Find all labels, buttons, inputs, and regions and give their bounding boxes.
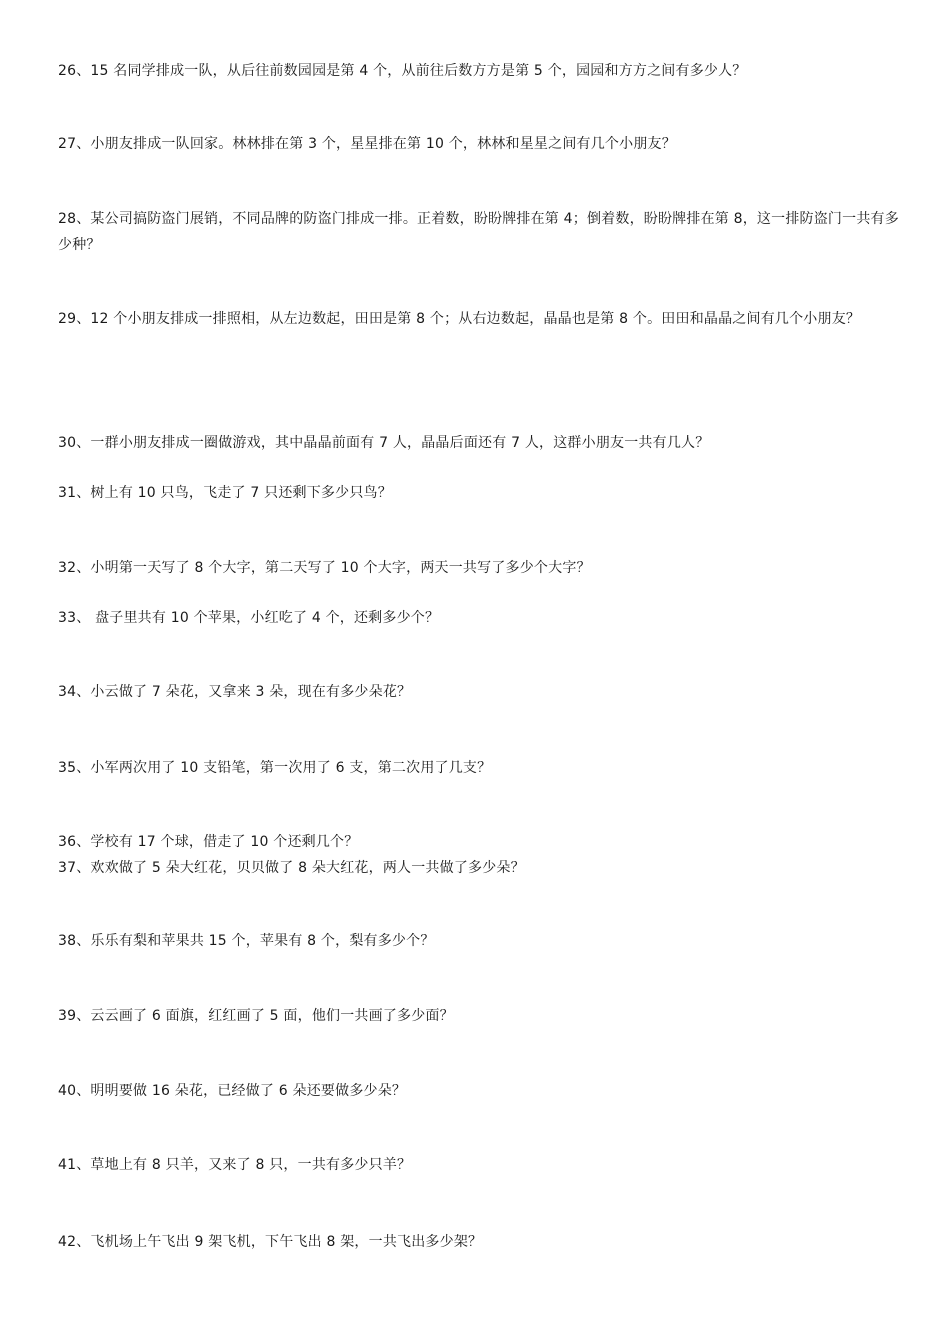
question-33: 33、 盘子里共有 10 个苹果，小红吃了 4 个，还剩多少个？ <box>58 610 440 626</box>
question-38: 38、乐乐有梨和苹果共 15 个，苹果有 8 个，梨有多少个？ <box>58 933 435 949</box>
question-27: 27、小朋友排成一队回家。林林排在第 3 个，星星排在第 10 个，林林和星星之间有几个小朋友？ <box>58 136 676 152</box>
question-41: 41、草地上有 8 只羊，又来了 8 只，一共有多少只羊？ <box>58 1157 412 1173</box>
question-28: 28、某公司搞防盗门展销，不同品牌的防盗门排成一排。正着数，盼盼牌排在第 4；倒着数，盼盼牌排在第 8，这一排防盗门一共有多少种？ <box>58 211 899 253</box>
question-29: 29、12 个小朋友排成一排照相，从左边数起，田田是第 8 个；从右边数起，晶晶也是第 8 个。田田和晶晶之间有几个小朋友？ <box>58 311 861 327</box>
question-40: 40、明明要做 16 朵花，已经做了 6 朵还要做多少朵？ <box>58 1083 407 1099</box>
question-36: 36、学校有 17 个球，借走了 10 个还剩几个？ <box>58 834 359 850</box>
question-35: 35、小军两次用了 10 支铅笔，第一次用了 6 支，第二次用了几支？ <box>58 760 492 776</box>
question-32: 32、小明第一天写了 8 个大字，第二天写了 10 个大字，两天一共写了多少个大字？ <box>58 560 591 576</box>
question-31: 31、树上有 10 只鸟，飞走了 7 只还剩下多少只鸟？ <box>58 485 392 501</box>
question-30: 30、一群小朋友排成一圈做游戏，其中晶晶前面有 7 人，晶晶后面还有 7 人，这群小朋友一共有几人？ <box>58 435 710 451</box>
question-37: 37、欢欢做了 5 朵大红花，贝贝做了 8 朵大红花，两人一共做了多少朵？ <box>58 860 525 876</box>
question-39: 39、云云画了 6 面旗，红红画了 5 面，他们一共画了多少面？ <box>58 1008 454 1024</box>
question-34: 34、小云做了 7 朵花，又拿来 3 朵，现在有多少朵花？ <box>58 684 412 700</box>
question-42: 42、飞机场上午飞出 9 架飞机，下午飞出 8 架，一共飞出多少架？ <box>58 1234 483 1250</box>
question-26: 26、15 名同学排成一队，从后往前数园园是第 4 个，从前往后数方方是第 5 个，园园和方方之间有多少人？ <box>58 63 747 79</box>
